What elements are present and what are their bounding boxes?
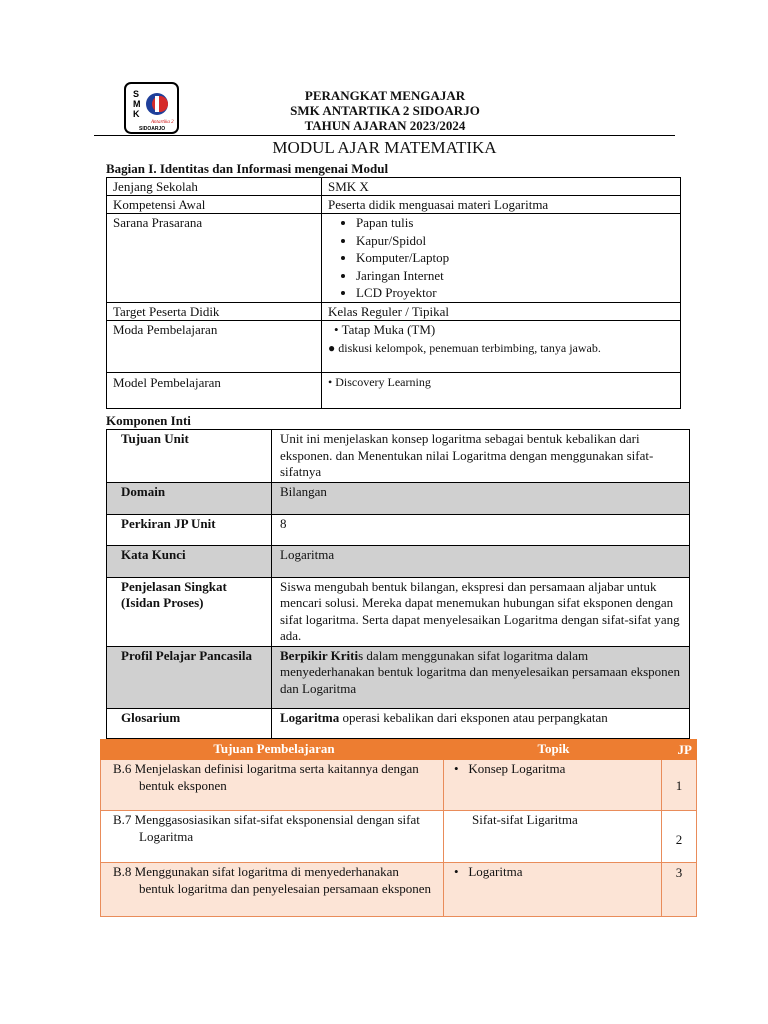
row-label: Perkiran JP Unit (107, 514, 272, 545)
objective-cell: B.7 Menggasosiasikan sifat-sifat eksponensial dengan sifat Logaritma (101, 811, 444, 863)
row-value: Logaritma operasi kebalikan dari eksponen atau perpangkatan (272, 708, 690, 738)
jp-cell: 1 (662, 760, 697, 811)
row-value: Logaritma (272, 545, 690, 577)
header-line-1: PERANGKAT MENGAJAR (304, 88, 466, 103)
jp-cell: 2 (662, 811, 697, 863)
row-label: Sarana Prasarana (107, 214, 322, 303)
topic-cell: Sifat-sifat Ligaritma (444, 811, 662, 863)
row-value: Kelas Reguler / Tipikal (322, 303, 681, 321)
component-table (106, 429, 690, 739)
row-label: Model Pembelajaran (107, 373, 322, 409)
column-header: Tujuan Pembelajaran (101, 740, 444, 760)
jp-cell: 3 (662, 863, 697, 917)
learning-objectives-table (100, 739, 697, 917)
section-1-heading: Bagian I. Identitas dan Informasi mengenai Modul (106, 161, 389, 176)
row-label: Kompetensi Awal (107, 196, 322, 214)
row-value (322, 321, 681, 373)
row-value: Unit ini menjelaskan konsep logaritma sebagai bentuk kebalikan dari eksponen. dan Menentukan nilai Logaritma dengan menggunakan sifat-sifatnya (272, 430, 690, 483)
row-label: Domain (107, 482, 272, 514)
svg-text:Antartika 2: Antartika 2 (151, 120, 174, 125)
svg-text:K: K (133, 109, 140, 119)
list-item: • Jaringan Internet (356, 267, 674, 285)
row-label: Penjelasan Singkat (Isidan Proses) (107, 577, 272, 646)
facility-list (328, 214, 674, 302)
list-item: • LCD Proyektor (356, 284, 674, 302)
row-value: • Discovery Learning (322, 373, 681, 409)
school-logo (124, 82, 179, 134)
column-header: JP (662, 740, 697, 760)
page-title: MODUL AJAR MATEMATIKA (272, 138, 497, 157)
row-label: Kata Kunci (107, 545, 272, 577)
header-line-2: SMK ANTARTIKA 2 SIDOARJO (290, 103, 480, 118)
row-value (322, 214, 681, 303)
svg-text:SIDOARJO: SIDOARJO (139, 126, 166, 132)
list-item: • Papan tulis (356, 214, 674, 232)
objective-cell: B.8 Menggunakan sifat logaritma di menyederhanakan bentuk logaritma dan penyelesaian persamaan eksponen (101, 863, 444, 917)
row-label: Target Peserta Didik (107, 303, 322, 321)
svg-text:S: S (133, 89, 140, 99)
row-value: Bilangan (272, 482, 690, 514)
row-label: Tujuan Unit (107, 430, 272, 483)
header-rule (94, 135, 675, 136)
list-item: • Komputer/Laptop (356, 249, 674, 267)
topic-cell: • Logaritma (444, 863, 662, 917)
list-item: • Kapur/Spidol (356, 232, 674, 250)
row-value: Peserta didik menguasai materi Logaritma (322, 196, 681, 214)
objective-cell: B.6 Menjelaskan definisi logaritma serta kaitannya dengan bentuk eksponen (101, 760, 444, 811)
row-label: Moda Pembelajaran (107, 321, 322, 373)
row-value: 8 (272, 514, 690, 545)
topic-cell: • Konsep Logaritma (444, 760, 662, 811)
row-label: Jenjang Sekolah (107, 178, 322, 196)
section-2-heading: Komponen Inti (106, 413, 191, 428)
list-item: ● diskusi kelompok, penemuan terbimbing, tanya jawab. (328, 341, 601, 355)
row-label: Profil Pelajar Pancasila (107, 646, 272, 708)
row-value: Berpikir Kritis dalam menggunakan sifat logaritma dalam menyederhanakan bentuk logaritma dan menyelesaikan persamaan eksponen dan Logaritma (272, 646, 690, 708)
identity-table (106, 177, 681, 409)
row-value: SMK X (322, 178, 681, 196)
row-value: Siswa mengubah bentuk bilangan, ekspresi dan persamaan aljabar untuk mencari solusi. Mereka dapat menemukan hubungan sifat eksponen dengan sifat logaritma. Serta dapat menyelesaikan Logaritma dengan sifat-sifat yang ada. (272, 577, 690, 646)
list-item: • Tatap Muka (TM) (334, 322, 436, 337)
row-label: Glosarium (107, 708, 272, 738)
svg-text:M: M (133, 99, 141, 109)
column-header: Topik (444, 740, 662, 760)
header-line-3: TAHUN AJARAN 2023/2024 (304, 118, 466, 133)
